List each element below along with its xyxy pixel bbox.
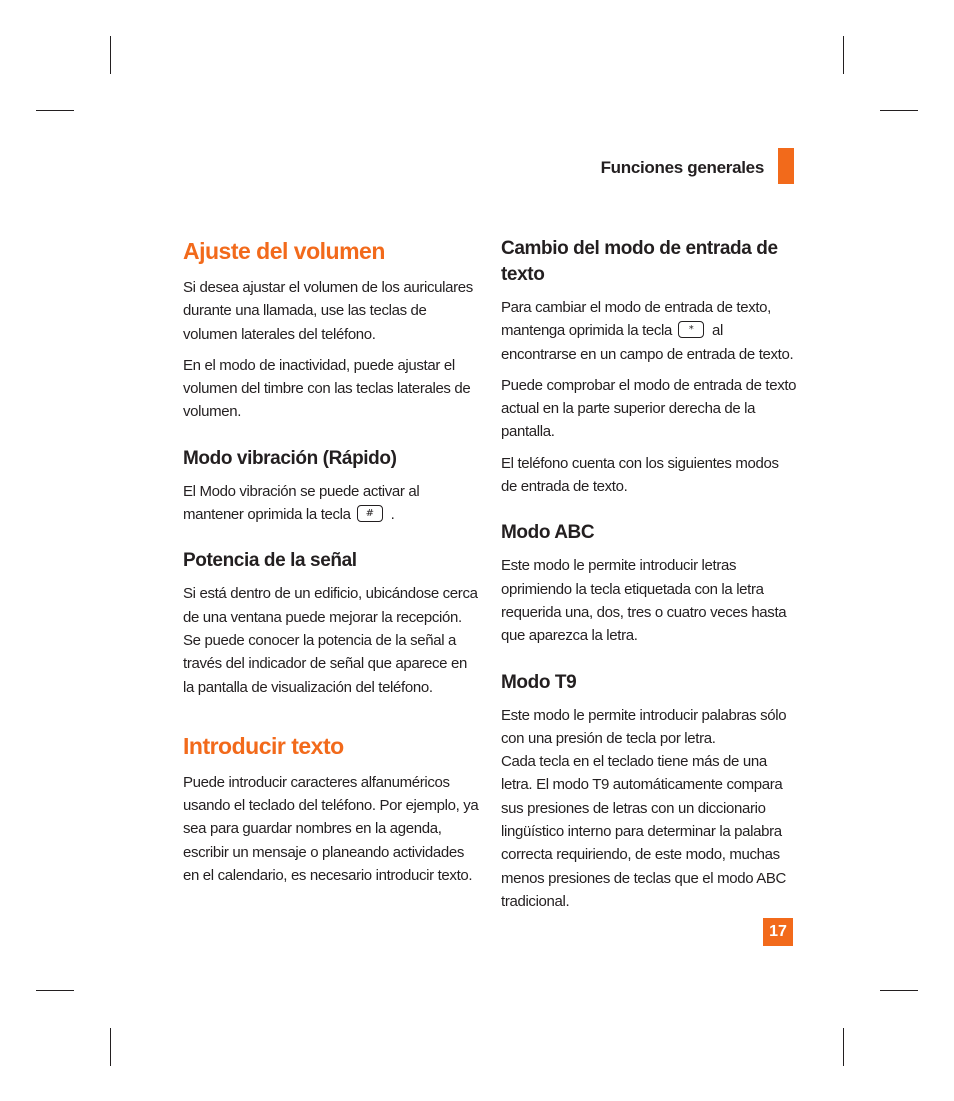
crop-mark-top-left-horizontal (36, 110, 74, 111)
volume-section (183, 236, 481, 424)
mode-change-text: Para cambiar el modo de entrada de texto, mantenga oprimida la tecla (501, 299, 771, 340)
abc-paragraph: Este modo le permite introducir letras oprimiendo la tecla etiquetada con la letra requerida una, dos, tres o cuatro veces hasta que aparezca la letra. (501, 557, 787, 645)
volume-paragraph-1: Si desea ajustar el volumen de los auriculares durante una llamada, use las teclas de volumen laterales del teléfono. (183, 279, 473, 343)
vibration-heading: Modo vibración (Rápido) (183, 447, 397, 469)
abc-section (501, 520, 797, 647)
section-header-title: Funciones generales (600, 158, 764, 177)
mode-change-section (501, 236, 797, 498)
signal-section (183, 548, 481, 698)
vibration-text-end: . (390, 506, 395, 524)
mode-change-heading: Cambio del modo de entrada de texto (501, 238, 778, 285)
left-column (183, 236, 481, 895)
signal-paragraph-2: Se puede conocer la potencia de la señal a través del indicador de señal que aparece en la pantalla de visualización del teléfono. (183, 631, 467, 696)
vibration-section (183, 446, 481, 527)
abc-heading: Modo ABC (501, 522, 595, 544)
volume-heading: Ajuste del volumen (183, 238, 385, 264)
text-input-section (183, 731, 481, 887)
mode-change-paragraph-1 (501, 296, 797, 366)
t9-heading: Modo T9 (501, 671, 577, 693)
star-key-icon: * (678, 321, 704, 338)
vibration-text: El Modo vibración se puede activar al mantener oprimida la tecla (183, 482, 420, 524)
section-tab-marker (778, 148, 794, 184)
signal-heading: Potencia de la señal (183, 550, 357, 572)
crop-mark-top-right-horizontal (880, 110, 918, 111)
mode-change-paragraph-3: El teléfono cuenta con los siguientes modos de entrada de texto. (501, 454, 779, 496)
t9-section (501, 670, 797, 914)
signal-paragraph-1: Si está dentro de un edificio, ubicándose cerca de una ventana puede mejorar la recepción. (183, 585, 478, 626)
crop-mark-bottom-right-horizontal (880, 990, 918, 991)
mode-change-text-end: al encontrarse en un campo de entrada de texto. (501, 322, 794, 363)
hash-key-icon: # (357, 505, 383, 522)
crop-mark-top-right-vertical (843, 36, 844, 74)
t9-paragraph-2: Cada tecla en el teclado tiene más de una letra. El modo T9 automáticamente compara sus presiones de letras con un diccionario lingüístico interno para determinar la palabra correcta requiriendo, de este modo, muchas menos presiones de teclas que el modo ABC tradicional. (501, 753, 786, 910)
t9-paragraph-1: Este modo le permite introducir palabras sólo con una presión de tecla por letra. (501, 706, 787, 747)
text-input-paragraph: Puede introducir caracteres alfanuméricos usando el teclado del teléfono. Por ejemplo, ya sea para guardar nombres en la agenda, escribir un mensaje o planeando actividades en el calendario, es necesario introducir texto. (183, 773, 479, 885)
right-column (501, 236, 797, 921)
text-input-heading: Introducir texto (183, 732, 344, 759)
mode-change-paragraph-2: Puede comprobar el modo de entrada de texto actual en la parte superior derecha de la pantalla. (501, 376, 797, 441)
vibration-paragraph (183, 480, 481, 527)
page-number-badge: 17 (763, 918, 793, 946)
crop-mark-bottom-right-vertical (843, 1028, 844, 1066)
crop-mark-bottom-left-vertical (110, 1028, 111, 1066)
crop-mark-bottom-left-horizontal (36, 990, 74, 991)
volume-paragraph-2: En el modo de inactividad, puede ajustar el volumen del timbre con las teclas laterales de volumen. (183, 356, 471, 421)
crop-mark-top-left-vertical (110, 36, 111, 74)
